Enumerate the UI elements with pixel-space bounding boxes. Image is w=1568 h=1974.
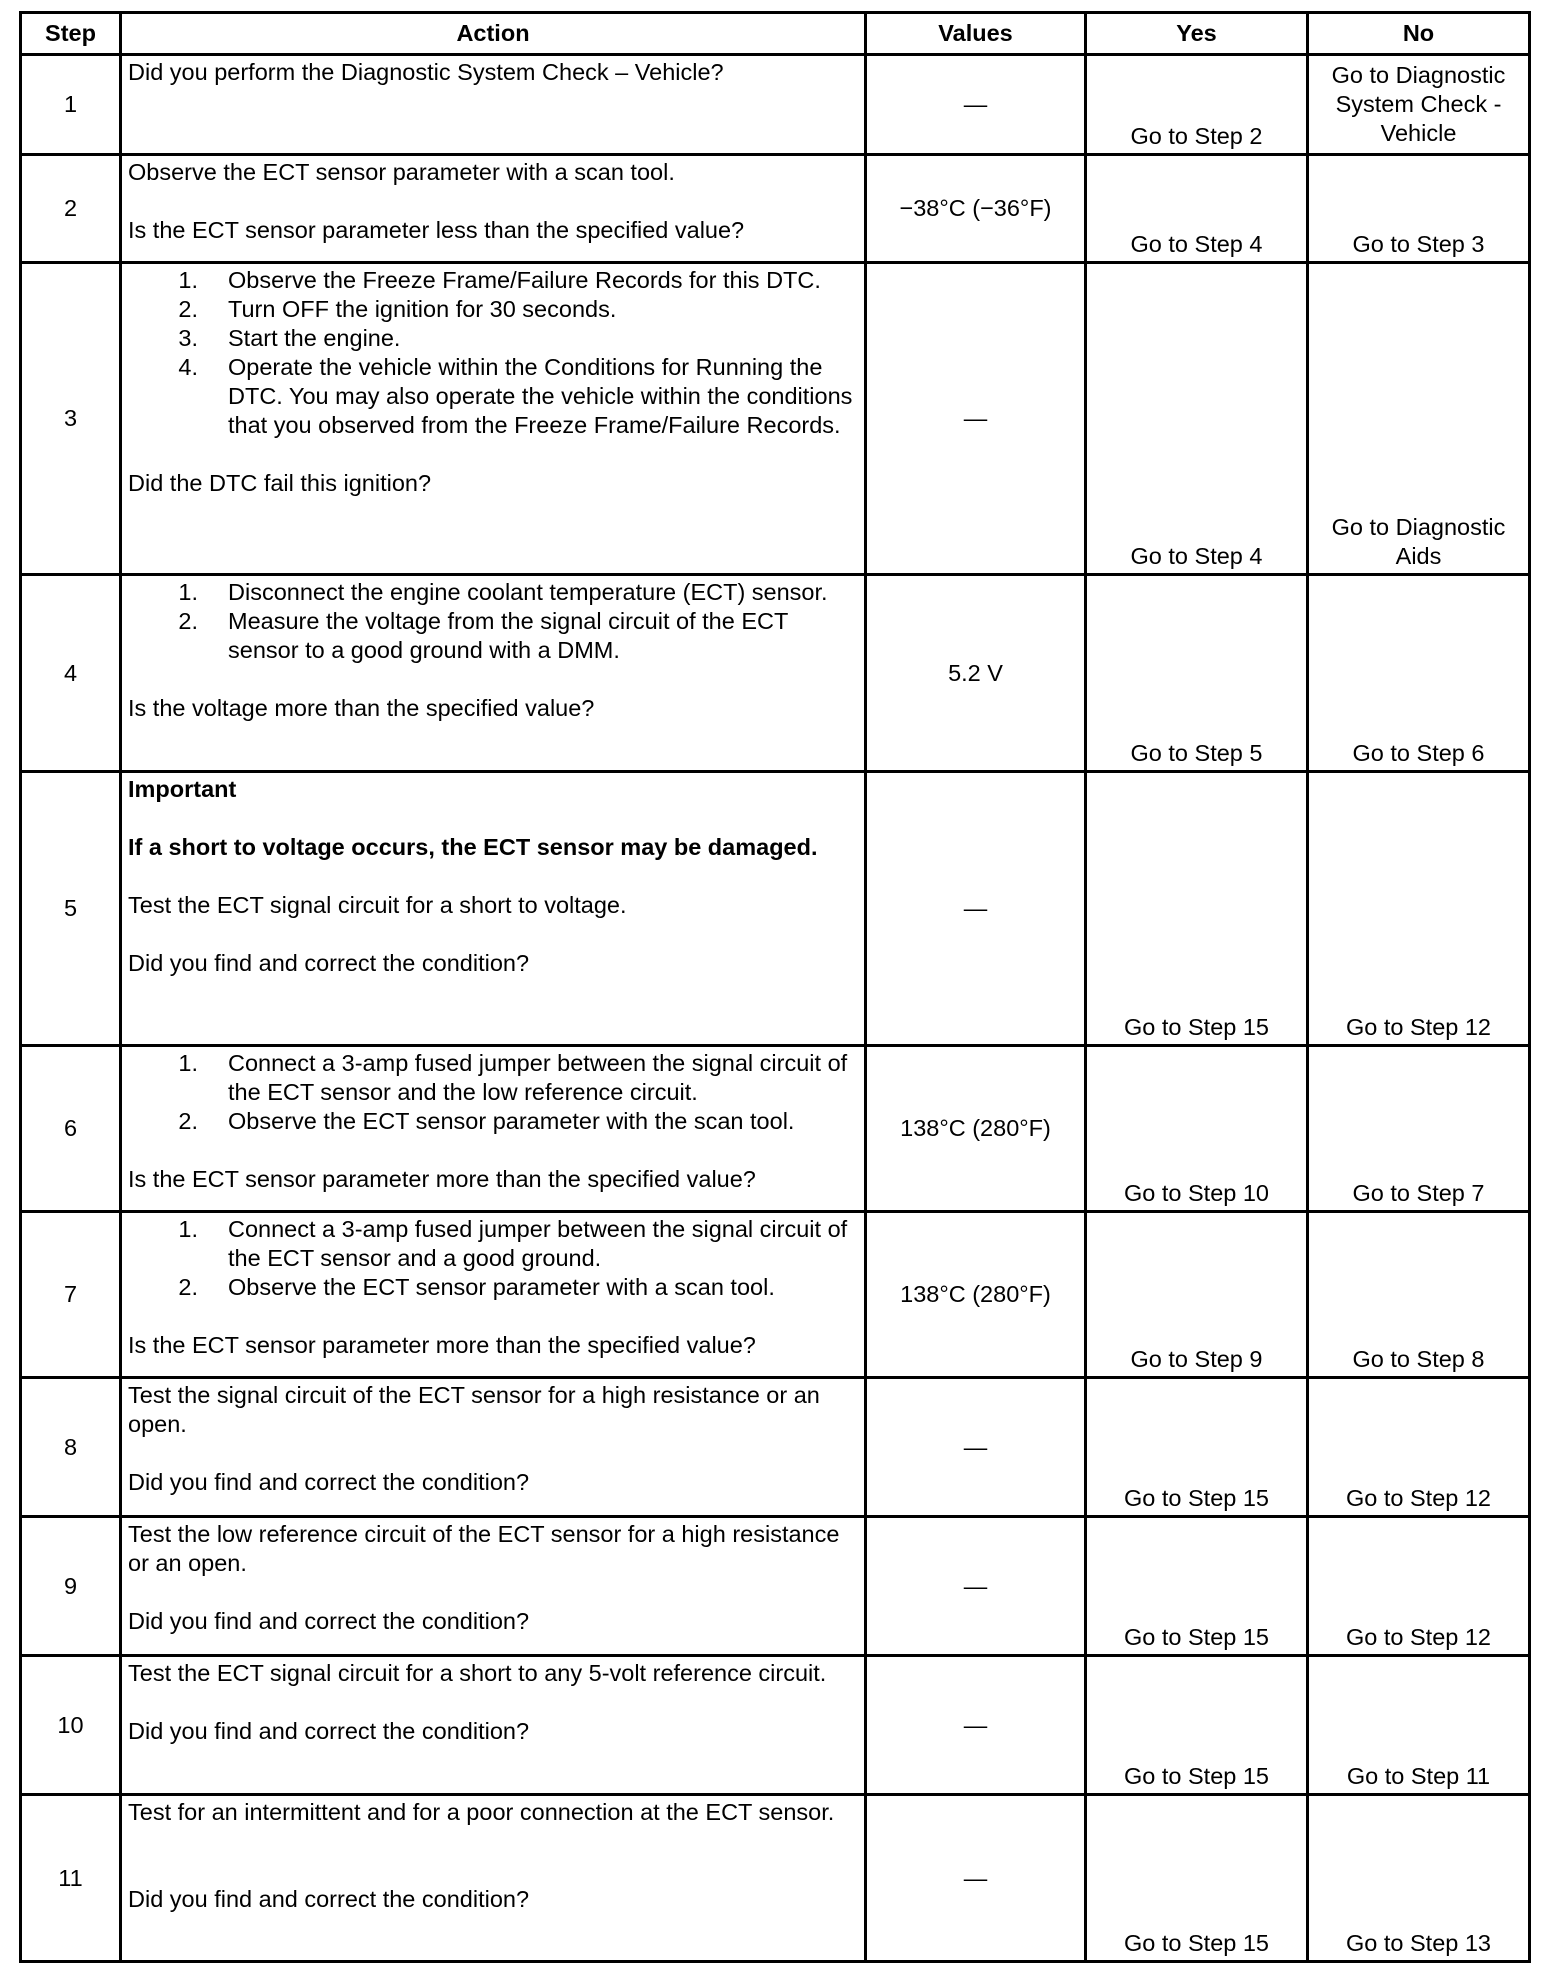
yes-cell: Go to Step 9 xyxy=(1086,1212,1308,1378)
step-number: 10 xyxy=(21,1656,121,1795)
value-cell: 138°C (280°F) xyxy=(866,1212,1086,1378)
list-item: 2. Turn OFF the ignition for 30 seconds. xyxy=(178,296,617,322)
table-row xyxy=(21,55,1530,155)
value-cell: — xyxy=(866,772,1086,1046)
no-cell: Go to Step 3 xyxy=(1308,155,1530,263)
action-text: Test the ECT signal circuit for a short to voltage. xyxy=(128,892,627,918)
no-cell: Go to Step 11 xyxy=(1308,1656,1530,1795)
list-item: 4. Operate the vehicle within the Conditions for Running the DTC. You may also operate the vehicle within the conditions that you observed from the Freeze Frame/Failure Records. xyxy=(178,354,853,438)
no-cell: Go to Step 12 xyxy=(1308,1517,1530,1656)
action-question: Is the ECT sensor parameter more than the specified value? xyxy=(128,1332,756,1358)
yes-cell: Go to Step 15 xyxy=(1086,772,1308,1046)
yes-cell: Go to Step 2 xyxy=(1086,55,1308,155)
instruction-list xyxy=(128,1215,858,1302)
list-item: 2. Observe the ECT sensor parameter with a scan tool. xyxy=(178,1274,775,1300)
action-cell xyxy=(121,263,866,575)
action-cell xyxy=(121,575,866,772)
action-question: Did you find and correct the condition? xyxy=(128,1718,530,1744)
step-number: 8 xyxy=(21,1378,121,1517)
no-cell: Go to Step 8 xyxy=(1308,1212,1530,1378)
action-cell xyxy=(121,1517,866,1656)
table-row xyxy=(21,1656,1530,1795)
step-number: 7 xyxy=(21,1212,121,1378)
action-cell xyxy=(121,55,866,155)
step-number: 3 xyxy=(21,263,121,575)
no-cell: Go to Diagnostic System Check - Vehicle xyxy=(1308,55,1530,155)
important-label: Important xyxy=(128,776,237,802)
value-cell: 5.2 V xyxy=(866,575,1086,772)
list-item: 2. Observe the ECT sensor parameter with the scan tool. xyxy=(178,1108,795,1134)
table-row xyxy=(21,575,1530,772)
header-yes: Yes xyxy=(1086,13,1308,55)
list-item: 2. Measure the voltage from the signal circuit of the ECT sensor to a good ground with a DMM. xyxy=(178,608,788,663)
step-number: 9 xyxy=(21,1517,121,1656)
list-item: 1. Connect a 3-amp fused jumper between the signal circuit of the ECT sensor and a good ground. xyxy=(178,1216,848,1271)
list-item: 1. Disconnect the engine coolant temperature (ECT) sensor. xyxy=(178,579,828,605)
list-item: 1. Observe the Freeze Frame/Failure Records for this DTC. xyxy=(178,267,821,293)
yes-cell: Go to Step 15 xyxy=(1086,1378,1308,1517)
yes-cell: Go to Step 10 xyxy=(1086,1046,1308,1212)
list-item: 1. Connect a 3-amp fused jumper between the signal circuit of the ECT sensor and the low reference circuit. xyxy=(178,1050,848,1105)
no-cell: Go to Step 12 xyxy=(1308,1378,1530,1517)
no-cell: Go to Step 12 xyxy=(1308,772,1530,1046)
action-text: Test the ECT signal circuit for a short to any 5-volt reference circuit. xyxy=(128,1660,827,1686)
table-row xyxy=(21,155,1530,263)
instruction-list xyxy=(128,1049,858,1136)
yes-cell: Go to Step 5 xyxy=(1086,575,1308,772)
step-number: 11 xyxy=(21,1795,121,1962)
step-number: 2 xyxy=(21,155,121,263)
action-text: Test the signal circuit of the ECT sensor for a high resistance or an open. xyxy=(128,1382,820,1437)
table-row xyxy=(21,772,1530,1046)
action-question: Is the ECT sensor parameter less than the specified value? xyxy=(128,217,745,243)
header-row xyxy=(21,13,1530,55)
value-cell: — xyxy=(866,1656,1086,1795)
action-cell xyxy=(121,1795,866,1962)
table-row xyxy=(21,263,1530,575)
yes-cell: Go to Step 15 xyxy=(1086,1517,1308,1656)
table-row xyxy=(21,1517,1530,1656)
yes-cell: Go to Step 15 xyxy=(1086,1795,1308,1962)
no-cell: Go to Diagnostic Aids xyxy=(1308,263,1530,575)
table-row xyxy=(21,1212,1530,1378)
value-cell: — xyxy=(866,55,1086,155)
instruction-list xyxy=(128,266,858,440)
no-cell: Go to Step 6 xyxy=(1308,575,1530,772)
value-cell: −38°C (−36°F) xyxy=(866,155,1086,263)
yes-cell: Go to Step 15 xyxy=(1086,1656,1308,1795)
action-question: Did you find and correct the condition? xyxy=(128,950,530,976)
step-number: 6 xyxy=(21,1046,121,1212)
action-cell xyxy=(121,1656,866,1795)
table-row xyxy=(21,1795,1530,1962)
table-row xyxy=(21,1046,1530,1212)
step-number: 1 xyxy=(21,55,121,155)
action-cell xyxy=(121,1212,866,1378)
table-row xyxy=(21,1378,1530,1517)
action-question: Did you find and correct the condition? xyxy=(128,1886,530,1912)
action-text: Did you perform the Diagnostic System Check – Vehicle? xyxy=(128,59,724,85)
action-cell xyxy=(121,772,866,1046)
value-cell: 138°C (280°F) xyxy=(866,1046,1086,1212)
action-cell xyxy=(121,1046,866,1212)
action-question: Did you find and correct the condition? xyxy=(128,1469,530,1495)
step-number: 4 xyxy=(21,575,121,772)
header-values: Values xyxy=(866,13,1086,55)
action-text: Test the low reference circuit of the ECT sensor for a high resistance or an open. xyxy=(128,1521,840,1576)
step-number: 5 xyxy=(21,772,121,1046)
value-cell: — xyxy=(866,263,1086,575)
instruction-list xyxy=(128,578,858,665)
header-no: No xyxy=(1308,13,1530,55)
yes-cell: Go to Step 4 xyxy=(1086,263,1308,575)
action-text: Test for an intermittent and for a poor connection at the ECT sensor. xyxy=(128,1799,835,1825)
warning-text: If a short to voltage occurs, the ECT sensor may be damaged. xyxy=(128,834,818,860)
value-cell: — xyxy=(866,1517,1086,1656)
action-question: Did you find and correct the condition? xyxy=(128,1608,530,1634)
header-step: Step xyxy=(21,13,121,55)
action-question: Is the voltage more than the specified value? xyxy=(128,695,595,721)
action-cell xyxy=(121,155,866,263)
value-cell: — xyxy=(866,1795,1086,1962)
value-cell: — xyxy=(866,1378,1086,1517)
diagnostic-table xyxy=(19,11,1531,1963)
list-item: 3. Start the engine. xyxy=(178,325,401,351)
action-question: Did the DTC fail this ignition? xyxy=(128,470,432,496)
no-cell: Go to Step 13 xyxy=(1308,1795,1530,1962)
action-text: Observe the ECT sensor parameter with a scan tool. xyxy=(128,159,675,185)
action-cell xyxy=(121,1378,866,1517)
action-question: Is the ECT sensor parameter more than the specified value? xyxy=(128,1166,756,1192)
header-action: Action xyxy=(121,13,866,55)
yes-cell: Go to Step 4 xyxy=(1086,155,1308,263)
no-cell: Go to Step 7 xyxy=(1308,1046,1530,1212)
